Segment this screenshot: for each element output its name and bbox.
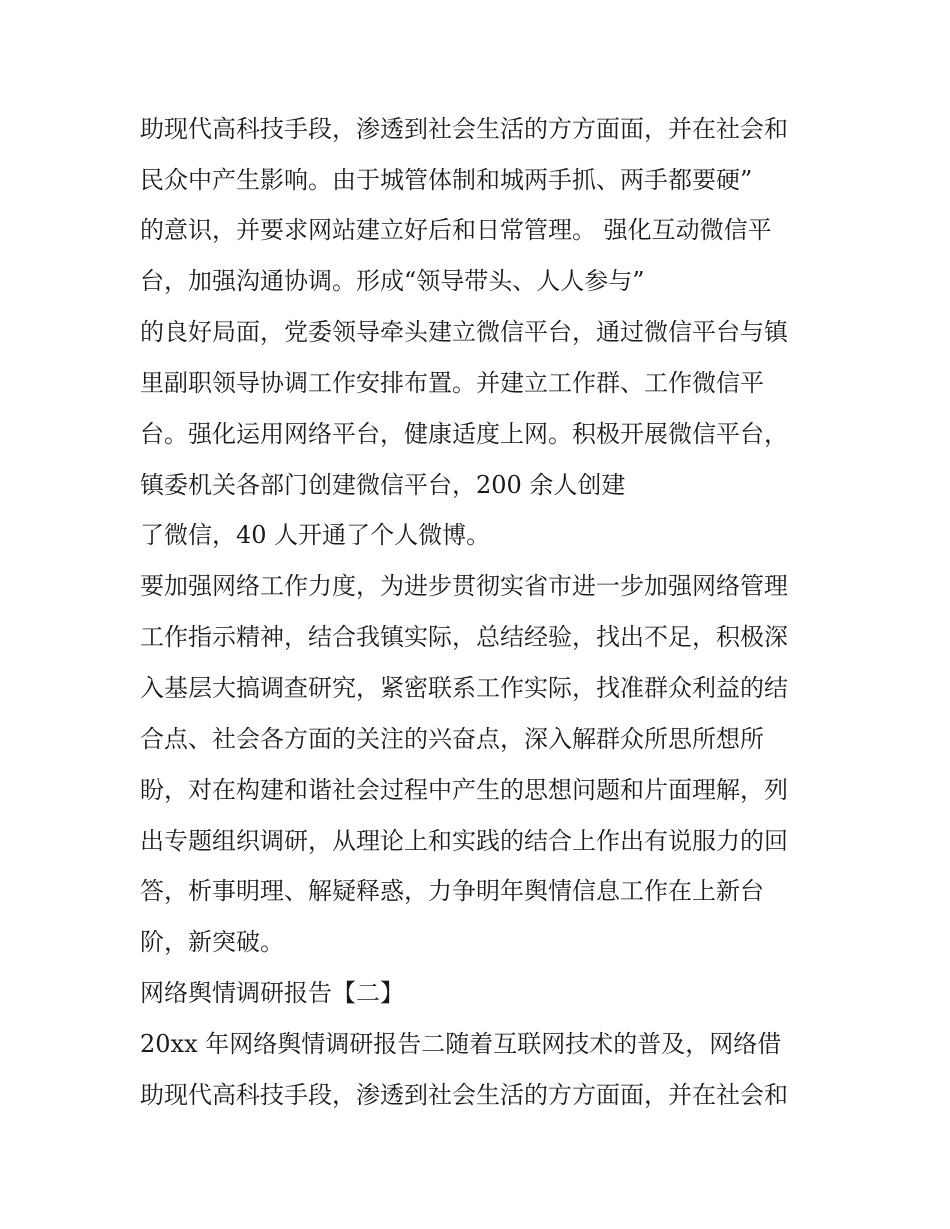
text-line: 答，析事明理、解疑释惑，力争明年舆情信息工作在上新台: [140, 877, 764, 905]
text-line: 助现代高科技手段，渗透到社会生活的方方面面，并在社会和: [140, 1081, 788, 1109]
text-line: 的良好局面，党委领导牵头建立微信平台，通过微信平台与镇: [140, 318, 788, 346]
text-line: 阶，新突破。: [140, 928, 284, 956]
section-heading: 网络舆情调研报告【二】: [140, 979, 404, 1007]
text-line: 镇委机关各部门创建微信平台，200 余人创建: [140, 471, 626, 499]
text-line: 民众中产生影响。由于城管体制和城两手抓、两手都要硬”: [140, 166, 753, 194]
text-line: 盼，对在构建和谐社会过程中产生的思想问题和片面理解，列: [140, 776, 788, 804]
text-line: 合点、社会各方面的关注的兴奋点，深入解群众所思所想所: [140, 725, 764, 753]
paragraph-start-line: 20xx 年网络舆情调研报告二随着互联网技术的普及，网络借: [140, 1030, 782, 1058]
text-line: 助现代高科技手段，渗透到社会生活的方方面面，并在社会和: [140, 115, 788, 143]
text-line: 的意识，并要求网站建立好后和日常管理。 强化互动微信平: [140, 216, 772, 244]
text-line: 入基层大搞调查研究，紧密联系工作实际，找准群众利益的结: [140, 674, 788, 702]
text-line: 里副职领导协调工作安排布置。并建立工作群、工作微信平: [140, 369, 764, 397]
text-line: 工作指示精神，结合我镇实际，总结经验，找出不足，积极深: [140, 623, 788, 651]
text-line: 了微信，40 人开通了个人微博。: [140, 521, 491, 549]
paragraph-start-line: 要加强网络工作力度，为进步贯彻实省市进一步加强网络管理: [140, 572, 788, 600]
text-line: 台，加强沟通协调。形成“领导带头、人人参与”: [140, 267, 645, 295]
text-line: 出专题组织调研，从理论上和实践的结合上作出有说服力的回: [140, 827, 788, 855]
text-line: 台。强化运用网络平台，健康适度上网。积极开展微信平台，: [140, 420, 788, 448]
